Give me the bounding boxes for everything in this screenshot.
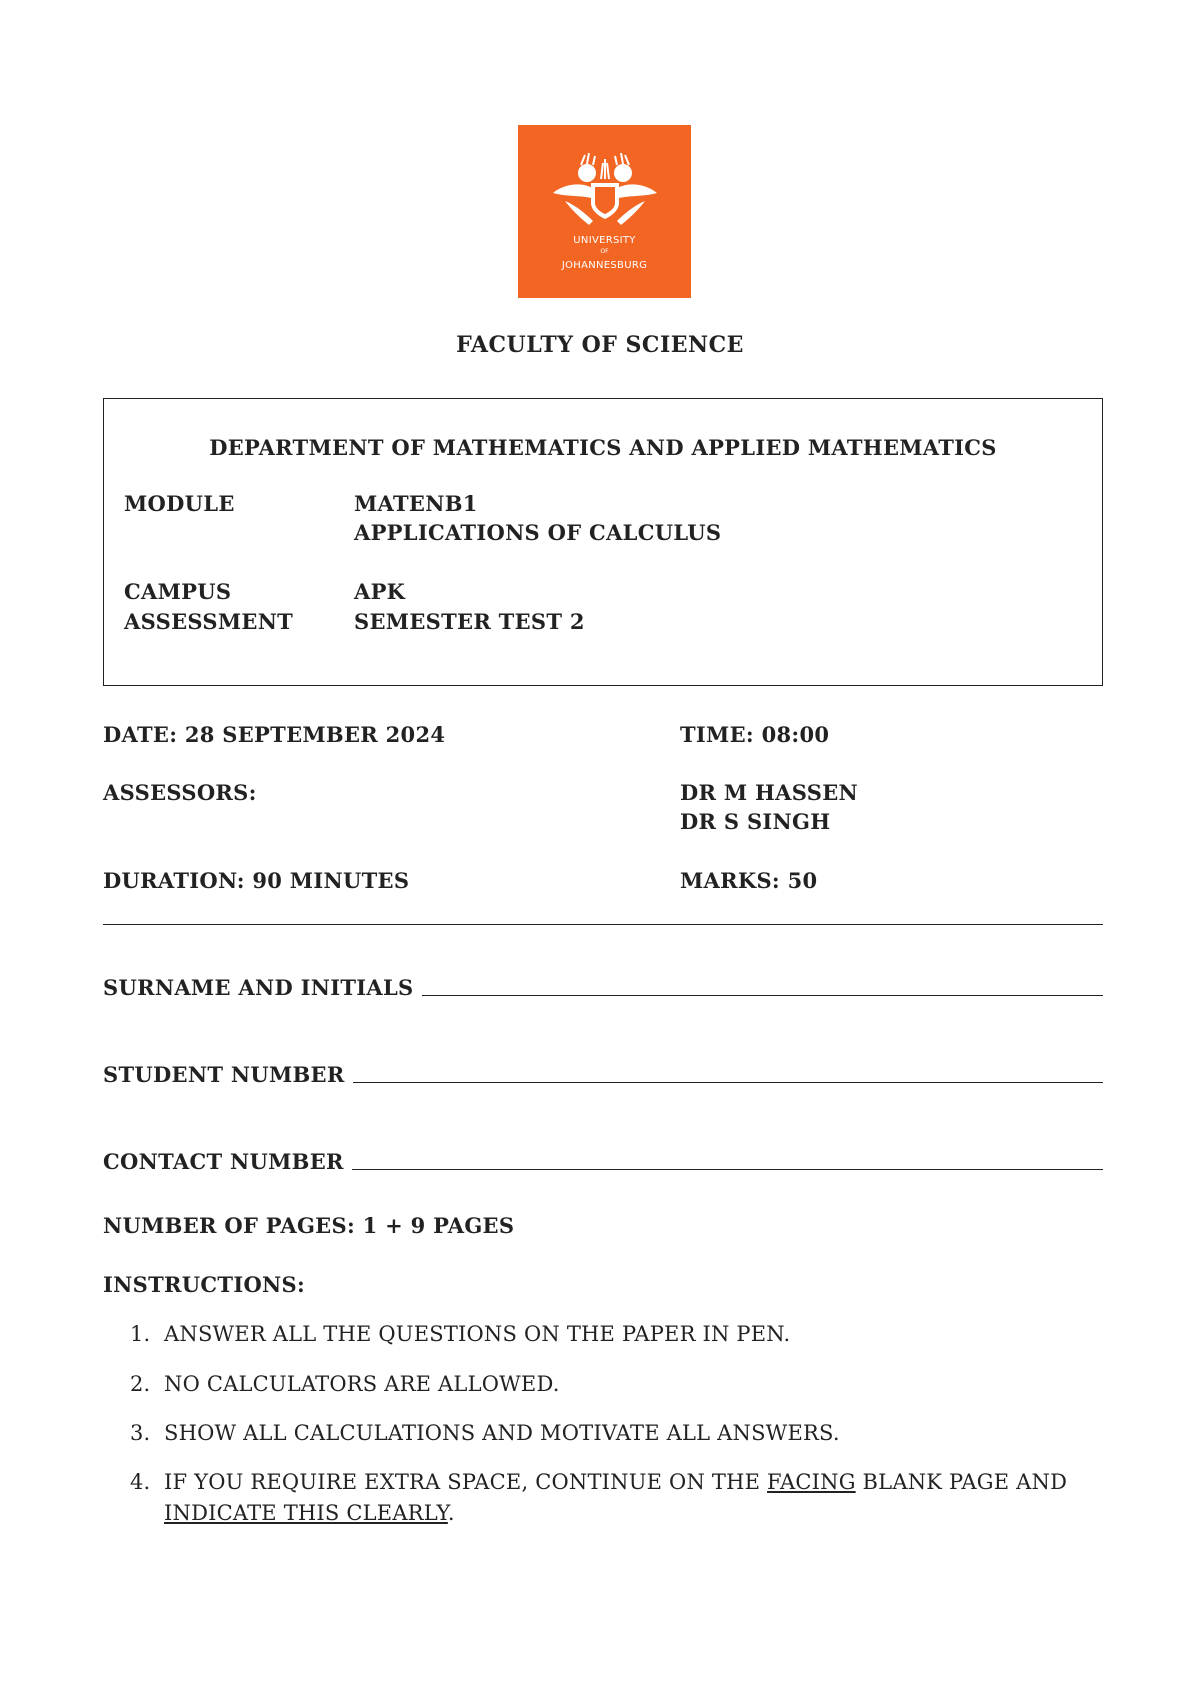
assessor-1: DR M HASSEN — [680, 780, 859, 805]
number-of-pages: NUMBER OF PAGES: 1 + 9 PAGES — [103, 1213, 515, 1238]
instruction-text-c: . — [447, 1501, 455, 1525]
instruction-number: 3. — [130, 1421, 151, 1445]
instruction-text-facing: FACING — [767, 1470, 856, 1494]
surname-field[interactable] — [103, 975, 1103, 1000]
surname-label: SURNAME AND INITIALS — [103, 975, 414, 1000]
crest-icon — [545, 153, 665, 228]
instruction-text-indicate: INDICATE THIS CLEARLY — [164, 1501, 448, 1525]
campus-value: APK — [354, 579, 406, 604]
duration: DURATION: 90 MINUTES — [103, 868, 410, 893]
instruction-item — [130, 1369, 560, 1400]
instruction-text: SHOW ALL CALCULATIONS AND MOTIVATE ALL ANSWERS. — [164, 1421, 840, 1445]
logo-text-line1: UNIVERSITY — [573, 235, 636, 246]
module-name: APPLICATIONS OF CALCULUS — [354, 520, 722, 545]
faculty-title: FACULTY OF SCIENCE — [456, 332, 744, 358]
assessment-label: ASSESSMENT — [124, 609, 294, 634]
assessment-value: SEMESTER TEST 2 — [354, 609, 585, 634]
student-number-field[interactable] — [103, 1062, 1103, 1087]
instruction-text-b: BLANK PAGE AND — [855, 1470, 1068, 1494]
student-number-label: STUDENT NUMBER — [103, 1062, 345, 1087]
surname-line[interactable] — [422, 995, 1103, 996]
campus-label: CAMPUS — [124, 579, 232, 604]
logo-text-line2: OF — [600, 248, 609, 255]
contact-number-line[interactable] — [352, 1169, 1103, 1170]
assessors-label: ASSESSORS: — [103, 780, 257, 805]
instruction-number: 1. — [130, 1322, 151, 1346]
instruction-text-a: IF YOU REQUIRE EXTRA SPACE, CONTINUE ON THE — [164, 1470, 768, 1494]
contact-number-field[interactable] — [103, 1149, 1103, 1174]
instruction-item — [130, 1467, 1110, 1529]
instruction-text: NO CALCULATORS ARE ALLOWED. — [164, 1372, 560, 1396]
module-code: MATENB1 — [354, 491, 478, 516]
student-number-line[interactable] — [353, 1082, 1103, 1083]
divider — [103, 924, 1103, 925]
university-logo — [518, 125, 691, 298]
instruction-text: ANSWER ALL THE QUESTIONS ON THE PAPER IN PEN. — [164, 1322, 791, 1346]
module-label: MODULE — [124, 491, 235, 516]
instruction-number: 2. — [130, 1372, 151, 1396]
date: DATE: 28 SEPTEMBER 2024 — [103, 722, 446, 747]
assessor-2: DR S SINGH — [680, 809, 831, 834]
instruction-item — [130, 1418, 840, 1449]
module-info-box — [103, 398, 1103, 686]
logo-text — [562, 232, 647, 271]
department-title: DEPARTMENT OF MATHEMATICS AND APPLIED MATHEMATICS — [209, 435, 997, 460]
instruction-item — [130, 1319, 790, 1350]
instruction-number: 4. — [130, 1470, 151, 1494]
logo-text-line3: JOHANNESBURG — [561, 260, 648, 271]
instructions-heading: INSTRUCTIONS: — [103, 1272, 306, 1297]
time: TIME: 08:00 — [680, 722, 830, 747]
marks: MARKS: 50 — [680, 868, 818, 893]
contact-number-label: CONTACT NUMBER — [103, 1149, 344, 1174]
